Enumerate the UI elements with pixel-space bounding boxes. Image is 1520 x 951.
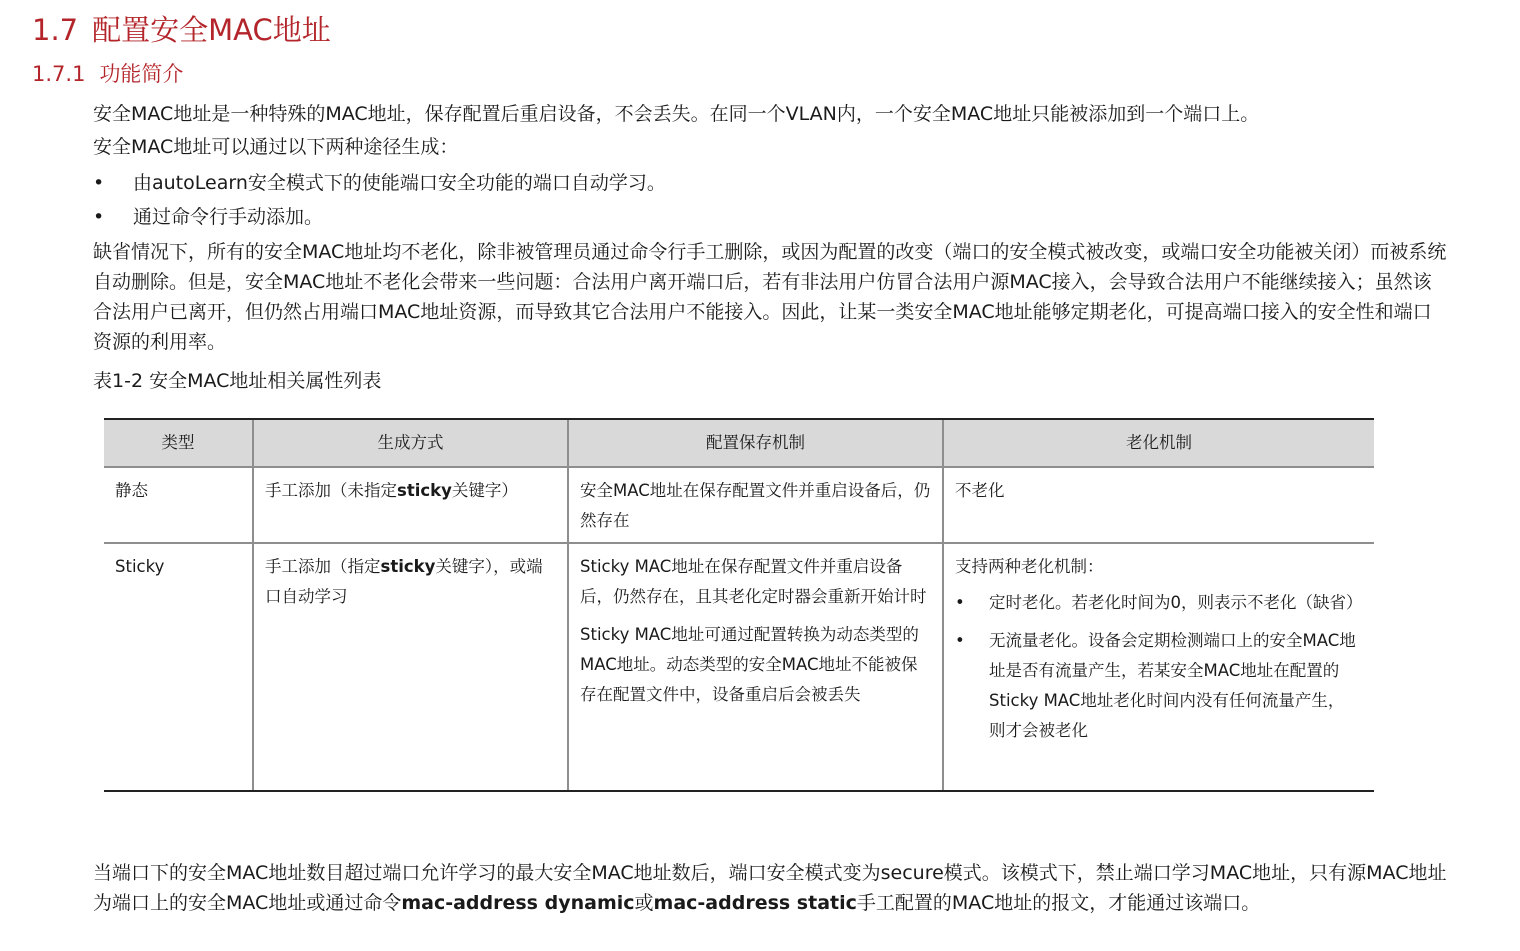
column-header: 类型 (104, 419, 253, 467)
paragraph-secure-mode (93, 858, 1448, 918)
cell-text: 关键字） (451, 481, 518, 500)
command-static: mac-address static (653, 892, 857, 914)
section-heading (32, 8, 331, 49)
attributes-table (104, 418, 1374, 792)
list-item (955, 588, 1363, 618)
paragraph-intro: 安全MAC地址是一种特殊的MAC地址，保存配置后重启设备，不会丢失。在同一个VLAN内，一个安全MAC地址只能被添加到一个端口上。 (93, 103, 1260, 125)
list-item (955, 626, 1363, 746)
paragraph-aging: 缺省情况下，所有的安全MAC地址均不老化，除非被管理员通过命令行手工删除，或因为配置的改变（端口的安全模式被改变，或端口安全功能被关闭）而被系统自动删除。但是，安全MAC地址不老化会带来一些问题：合法用户离开端口后，若有非法用户仿冒合法用户源MAC接入，会导致合法用户不能继续接入；虽然该合法用户已离开，但仍然占用端口MAC地址资源，而导致其它合法用户不能接入。因此，让某一类安全MAC地址能够定期老化，可提高端口接入的安全性和端口资源的利用率。 (93, 241, 1447, 353)
subsection-heading (32, 58, 183, 88)
paragraph-text: 手工配置的MAC地址的报文，才能通过该端口。 (856, 892, 1261, 914)
keyword: sticky (380, 557, 436, 576)
paragraph-sources: 安全MAC地址可以通过以下两种途径生成： (93, 136, 459, 158)
cell-text: 手工添加（指定 (265, 557, 381, 576)
section-number: 1.7 (32, 13, 79, 47)
cell-generation (253, 467, 568, 543)
bullet-icon: • (93, 206, 105, 228)
subsection-title: 功能简介 (99, 62, 184, 86)
cell-paragraph: Sticky MAC地址可通过配置转换为动态类型的MAC地址。动态类型的安全MAC地址不能被保存在配置文件中，设备重启后会被丢失 (580, 625, 919, 704)
list-item-text: 由autoLearn安全模式下的使能端口安全功能的端口自动学习。 (133, 172, 666, 194)
paragraph-text: 或 (634, 892, 654, 914)
cell-aging: 不老化 (943, 467, 1374, 543)
keyword: sticky (397, 481, 452, 500)
cell-type: Sticky (104, 543, 253, 791)
list-item (93, 202, 666, 236)
aging-list (955, 588, 1363, 746)
list-item-text: 通过命令行手动添加。 (133, 206, 324, 228)
table-row (104, 543, 1374, 791)
bullet-icon: • (93, 172, 105, 194)
list-item-text: 无流量老化。设备会定期检测端口上的安全MAC地址是否有流量产生，若某安全MAC地址在配置的Sticky MAC地址老化时间内没有任何流量产生，则才会被老化 (989, 631, 1356, 740)
table-row (104, 467, 1374, 543)
list-item-text: 定时老化。若老化时间为0，则表示不老化（缺省） (989, 593, 1363, 612)
paragraph-text: 当端口下的安全MAC地址数目超过端口允许学习的最大安全MAC地址数后，端口安全模式变为secure模式。该模式下，禁止端口学习MAC地址，只有源MAC地址为端口上的安全MAC地址或通过命令 (93, 862, 1447, 914)
column-header: 生成方式 (253, 419, 568, 467)
list-item (93, 168, 666, 202)
cell-generation (253, 543, 568, 791)
column-header: 老化机制 (943, 419, 1374, 467)
cell-type: 静态 (104, 467, 253, 543)
table-header-row (104, 419, 1374, 467)
column-header: 配置保存机制 (568, 419, 943, 467)
bullet-icon: • (955, 593, 965, 612)
bullet-icon: • (955, 631, 965, 650)
subsection-number: 1.7.1 (32, 62, 86, 86)
command-dynamic: mac-address dynamic (401, 892, 635, 914)
bullet-list (93, 168, 666, 236)
cell-text: 手工添加（未指定 (265, 481, 397, 500)
cell-save (568, 543, 943, 791)
cell-save: 安全MAC地址在保存配置文件并重启设备后，仍然存在 (568, 467, 943, 543)
cell-paragraph: 支持两种老化机制： (955, 557, 1104, 576)
section-title: 配置安全MAC地址 (92, 13, 331, 47)
table-caption: 表1-2 安全MAC地址相关属性列表 (93, 370, 382, 392)
cell-paragraph: Sticky MAC地址在保存配置文件并重启设备后，仍然存在，且其老化定时器会重新开始计时 (580, 557, 927, 606)
cell-aging (943, 543, 1374, 791)
cell-text: 关键字），或端口自动学习 (265, 557, 543, 606)
